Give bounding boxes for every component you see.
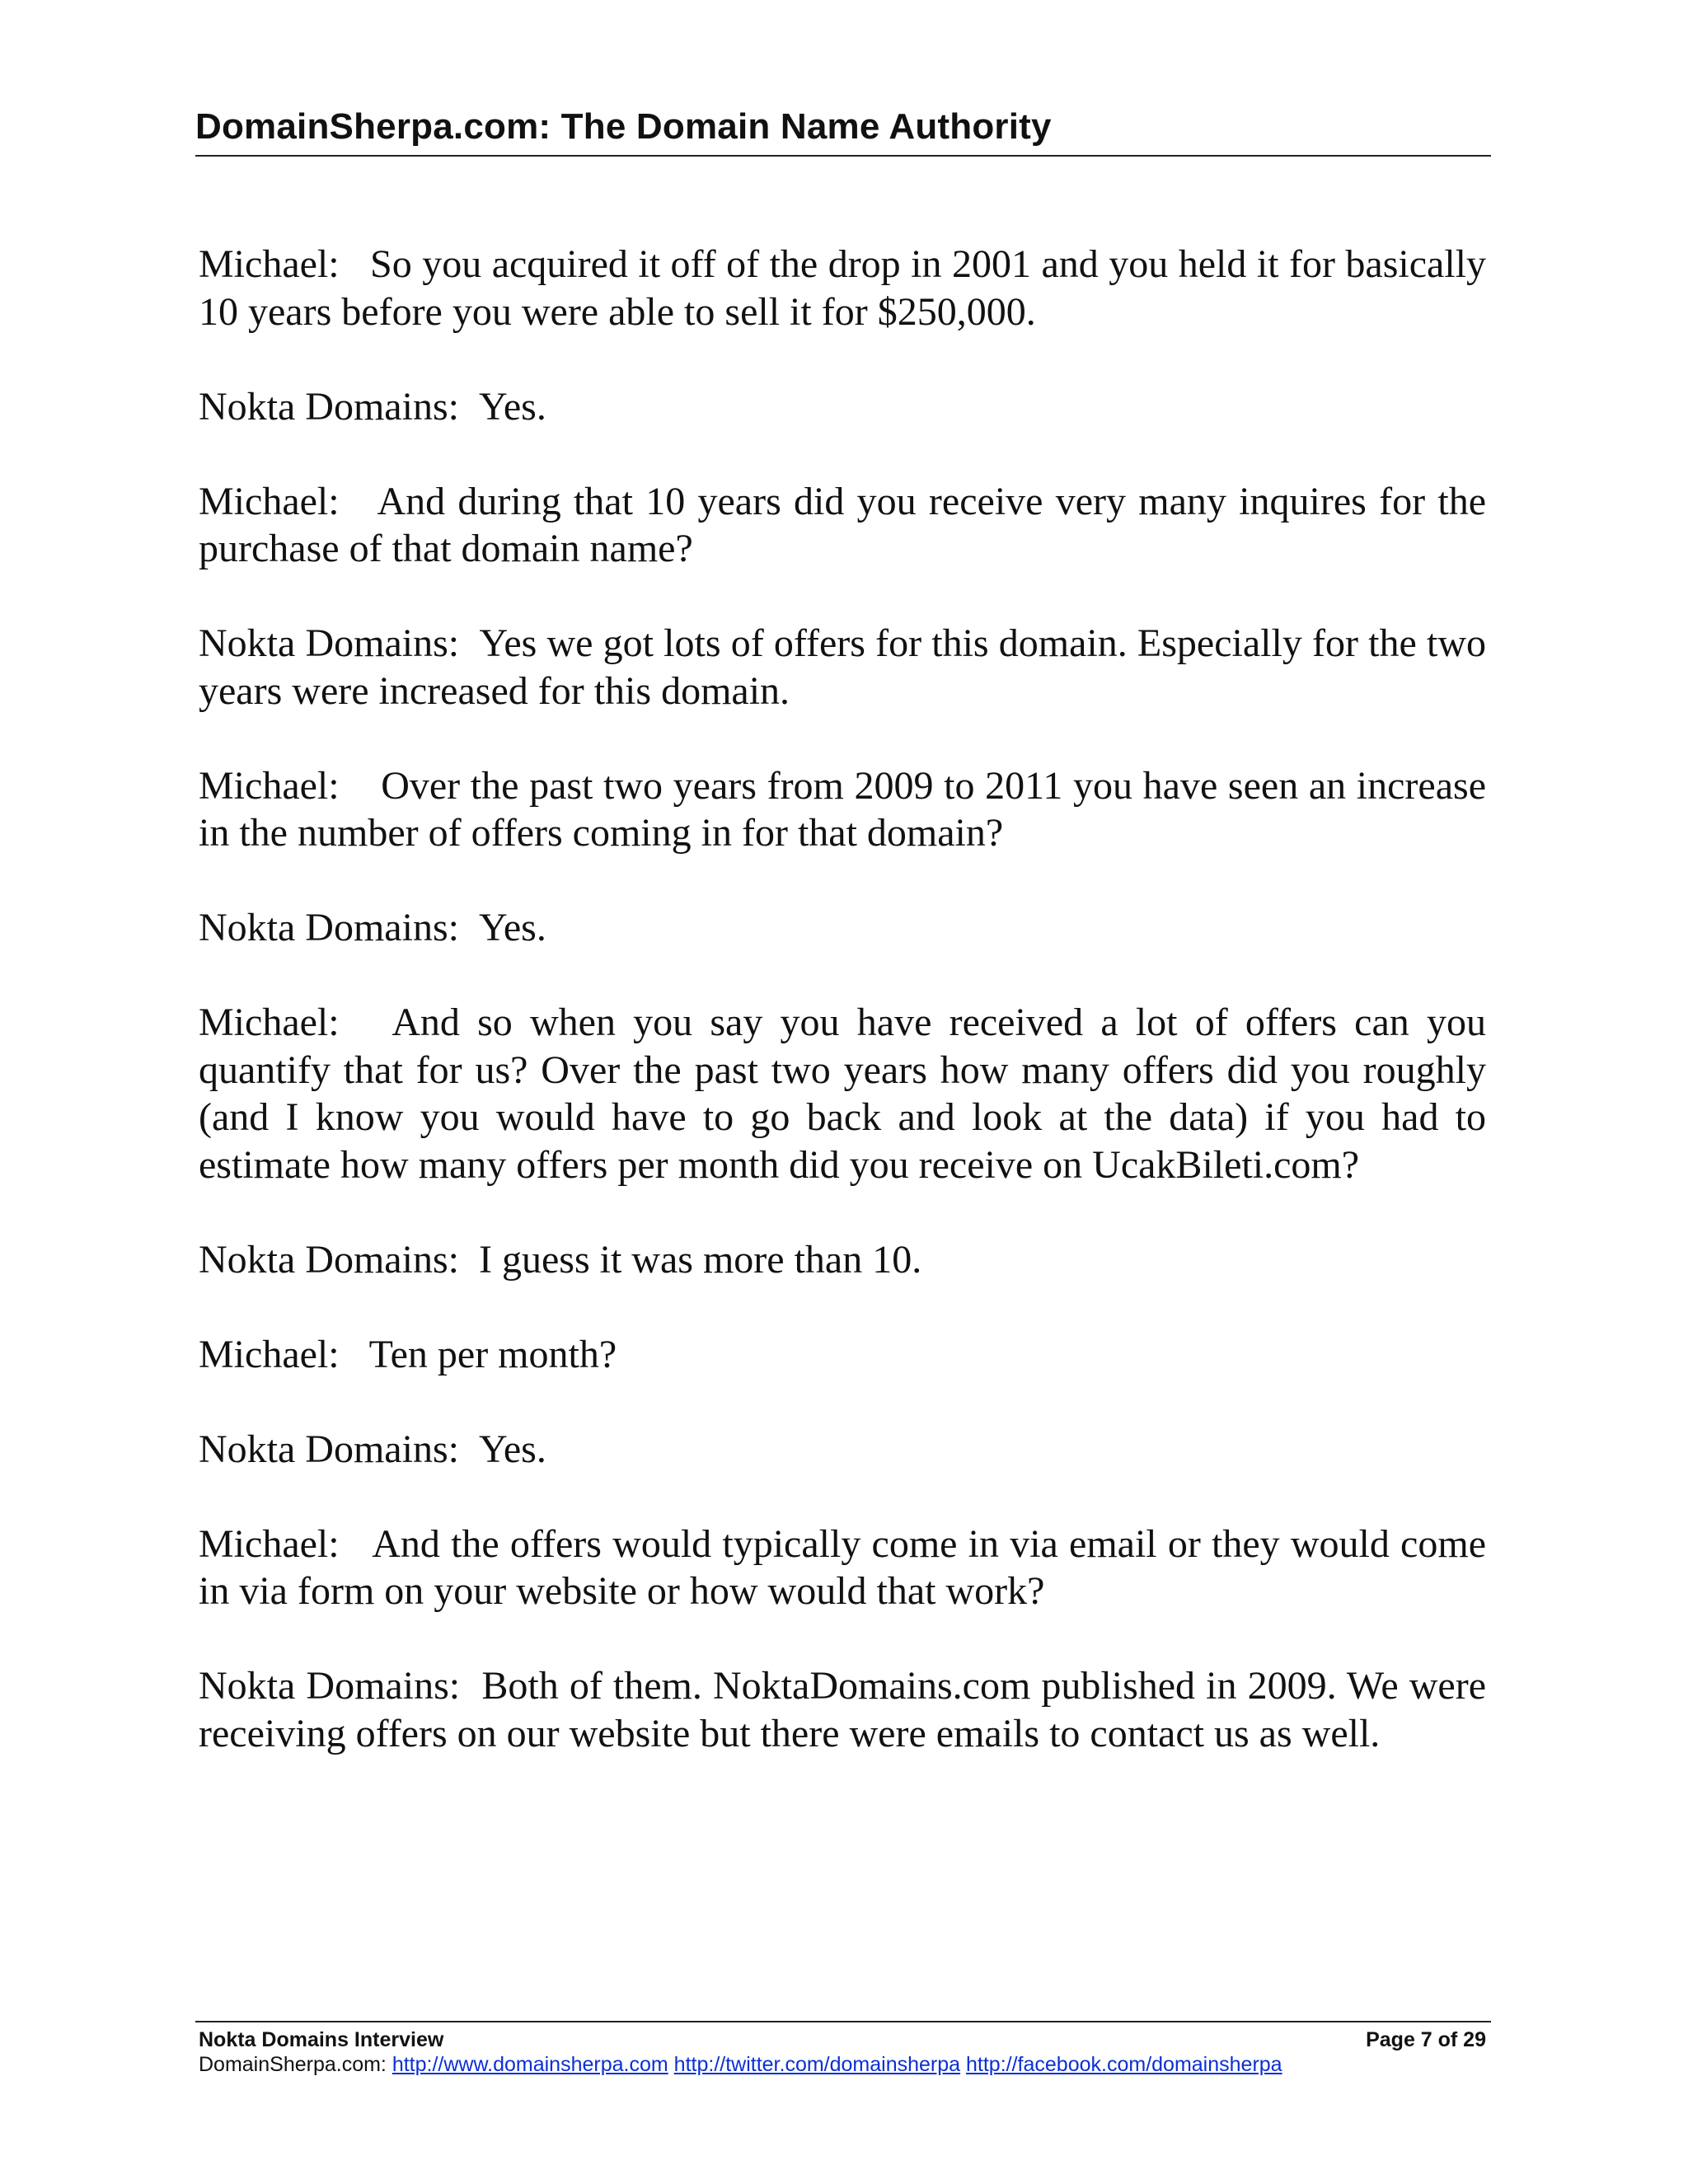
transcript-paragraph — [199, 1521, 1486, 1615]
footer-links-row — [195, 2052, 1491, 2077]
transcript-paragraph — [199, 478, 1486, 573]
page-header — [195, 97, 1491, 157]
speaker-label: Michael: — [199, 763, 340, 808]
facebook-link[interactable]: http://facebook.com/domainsherpa — [966, 2053, 1282, 2076]
transcript-paragraph — [199, 999, 1486, 1188]
paragraph-text: Yes. — [478, 384, 546, 429]
speaker-label: Nokta Domains: — [199, 1664, 461, 1708]
footer-doc-title: Nokta Domains Interview — [199, 2028, 444, 2051]
paragraph-text: And the offers would typically come in via email or they would come in via form on your website or how would that work? — [199, 1521, 1487, 1613]
speaker-label: Michael: — [199, 1521, 340, 1566]
speaker-label: Michael: — [199, 1332, 340, 1376]
transcript-paragraph — [199, 1426, 1486, 1474]
transcript-paragraph — [199, 1331, 1486, 1379]
speaker-label: Michael: — [199, 479, 340, 523]
speaker-label: Michael: — [199, 242, 340, 286]
paragraph-text: And so when you say you have received a lot of offers can you quantify that for us? Over the past two years how many offers did you roughly (and I know you would have to go back and look at the data) if you had to estimate how many offers per month did you receive on UcakBileti.com? — [199, 1001, 1486, 1187]
speaker-label: Nokta Domains: — [199, 906, 459, 949]
website-link[interactable]: http://www.domainsherpa.com — [392, 2053, 668, 2076]
transcript-paragraph — [199, 383, 1486, 431]
transcript-paragraph — [199, 1236, 1486, 1284]
paragraph-text: So you acquired it off of the drop in 2001 and you held it for basically 10 years before you were able to sell it for $250,000. — [199, 242, 1487, 334]
speaker-label: Nokta Domains: — [199, 1427, 459, 1471]
transcript-paragraph — [199, 904, 1486, 952]
paragraph-text: Yes. — [478, 1427, 546, 1471]
paragraph-text: Yes we got lots of offers for this domain. Especially for the two years were increased for this domain. — [199, 621, 1486, 713]
paragraph-text: Yes. — [478, 906, 546, 949]
speaker-label: Michael: — [199, 1001, 340, 1044]
paragraph-text: Ten per month? — [368, 1332, 617, 1376]
footer-top-row — [195, 2027, 1491, 2052]
paragraph-text: I guess it was more than 10. — [478, 1237, 922, 1282]
paragraph-text: And during that 10 years did you receive very many inquires for the purchase of that domain name? — [199, 479, 1487, 570]
transcript-paragraph — [199, 620, 1486, 715]
page-footer — [195, 2021, 1491, 2077]
transcript-body — [199, 241, 1486, 1805]
page-number: Page 7 of 29 — [1366, 2028, 1486, 2051]
twitter-link[interactable]: http://twitter.com/domainsherpa — [673, 2053, 961, 2076]
speaker-label: Nokta Domains: — [199, 1237, 459, 1282]
transcript-paragraph — [199, 762, 1486, 857]
paragraph-text: Over the past two years from 2009 to 2011 you have seen an increase in the number of offers coming in for that domain? — [199, 763, 1487, 855]
header-title: DomainSherpa.com: The Domain Name Authority — [195, 106, 1052, 147]
speaker-label: Nokta Domains: — [199, 384, 459, 429]
speaker-label: Nokta Domains: — [199, 621, 460, 665]
paragraph-text: Both of them. NoktaDomains.com published in 2009. We were receiving offers on our website but there were emails to contact us as well. — [199, 1664, 1487, 1755]
footer-site-prefix: DomainSherpa.com: — [199, 2053, 392, 2076]
transcript-paragraph — [199, 1662, 1486, 1757]
transcript-paragraph — [199, 241, 1486, 335]
